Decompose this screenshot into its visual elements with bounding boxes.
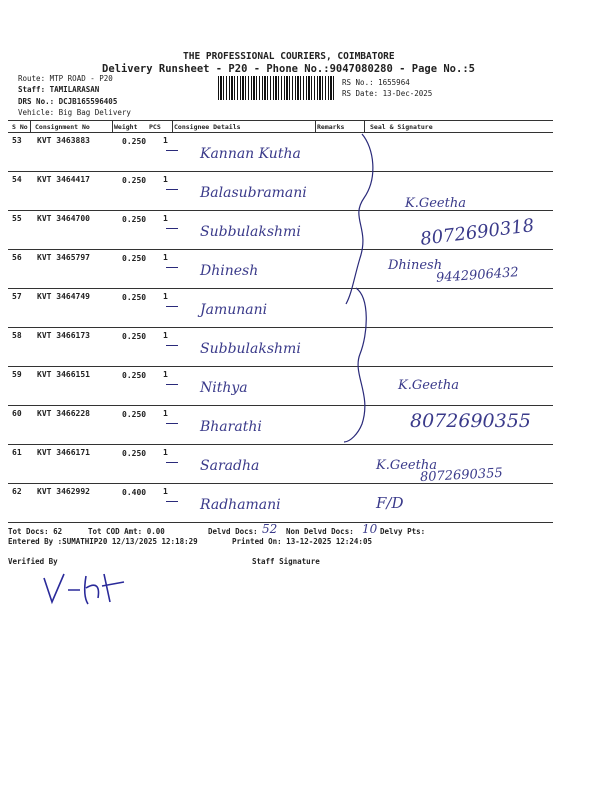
table-top-rule: [8, 120, 553, 121]
col-sep: [315, 120, 316, 132]
printed-on: Printed On: 13-12-2025 12:24:05: [232, 537, 372, 546]
consignee-dash: [166, 306, 178, 307]
row-sno: 62: [12, 487, 22, 496]
consignee-dash: [166, 384, 178, 385]
tot-cod: Tot COD Amt: 0.00: [88, 527, 165, 536]
consignee-dash: [166, 150, 178, 151]
sig1-phone: 8072690318: [419, 215, 536, 250]
consignee-dash: [166, 267, 178, 268]
row-sno: 59: [12, 370, 22, 379]
row-weight: 0.250: [122, 371, 147, 380]
sig3-name: K.Geetha: [398, 378, 459, 393]
col-pcs: PCS: [149, 123, 161, 131]
row-consignment: KVT 3463883: [37, 136, 90, 145]
row-consignee-signature: Nithya: [200, 380, 248, 396]
row-rule: [8, 210, 553, 211]
non-delvd-label: Non Delvd Docs:: [286, 527, 354, 536]
row-pcs: 1: [163, 136, 168, 145]
row-rule: [8, 288, 553, 289]
row-pcs: 1: [163, 292, 168, 301]
consignee-dash: [166, 462, 178, 463]
row-consignment: KVT 3464700: [37, 214, 90, 223]
col-seal: Seal & Signature: [370, 123, 433, 131]
route: Route: MTP ROAD - P20: [18, 74, 113, 83]
verified-by-label: Verified By: [8, 557, 58, 566]
row-rule: [8, 483, 553, 484]
row-rule: [8, 249, 553, 250]
row-consignment: KVT 3464749: [37, 292, 90, 301]
consignee-dash: [166, 501, 178, 502]
row-consignee-signature: Subbulakshmi: [200, 224, 301, 240]
consignee-dash: [166, 189, 178, 190]
col-remarks: Remarks: [317, 123, 345, 131]
consignee-dash: [166, 228, 178, 229]
consignee-dash: [166, 423, 178, 424]
vehicle: Vehicle: Big Bag Delivery: [18, 108, 131, 117]
brace-mark: [340, 128, 380, 308]
staff-signature-label: Staff Signature: [252, 557, 320, 566]
row-weight: 0.250: [122, 176, 147, 185]
row-sno: 53: [12, 136, 22, 145]
row-consignment: KVT 3462992: [37, 487, 90, 496]
row-pcs: 1: [163, 487, 168, 496]
delvy-pts: Delvy Pts:: [380, 527, 426, 536]
row-weight: 0.250: [122, 293, 147, 302]
sig5-mark: F/D: [376, 494, 404, 512]
drs-number: DRS No.: DCJB165596405: [18, 97, 118, 106]
barcode: [218, 76, 336, 100]
row-rule: [8, 171, 553, 172]
row-sno: 54: [12, 175, 22, 184]
table-header-rule: [8, 132, 553, 133]
col-sno: S No: [12, 123, 28, 131]
row-pcs: 1: [163, 214, 168, 223]
row-sno: 58: [12, 331, 22, 340]
sig1-name: K.Geetha: [405, 196, 466, 211]
row-sno: 57: [12, 292, 22, 301]
runsheet-subtitle: Delivery Runsheet - P20 - Phone No.:9047080280 - Page No.:5: [102, 63, 475, 75]
non-delvd-value: 10: [362, 522, 378, 536]
row-consignee-signature: Kannan Kutha: [200, 146, 301, 162]
row-sno: 61: [12, 448, 22, 457]
col-sep: [30, 120, 31, 132]
col-consignee: Consignee Details: [174, 123, 241, 131]
sig3-phone: 8072690355: [410, 410, 531, 432]
row-weight: 0.250: [122, 449, 147, 458]
row-pcs: 1: [163, 370, 168, 379]
row-consignment: KVT 3465797: [37, 253, 90, 262]
entered-by: Entered By :SUMATHIP20 12/13/2025 12:18:29: [8, 537, 198, 546]
delvd-docs-label: Delvd Docs:: [208, 527, 258, 536]
table-bottom-rule: [8, 522, 553, 523]
row-consignee-signature: Subbulakshmi: [200, 341, 301, 357]
row-weight: 0.250: [122, 254, 147, 263]
col-sep: [172, 120, 173, 132]
row-weight: 0.250: [122, 137, 147, 146]
row-consignee-signature: Saradha: [200, 458, 260, 474]
consignee-dash: [166, 345, 178, 346]
row-rule: [8, 327, 553, 328]
row-rule: [8, 444, 553, 445]
row-consignee-signature: Balasubramani: [200, 185, 307, 201]
row-consignee-signature: Radhamani: [200, 497, 281, 513]
row-pcs: 1: [163, 253, 168, 262]
sig2-name: Dhinesh: [388, 258, 443, 273]
row-weight: 0.400: [122, 488, 147, 497]
delvd-docs-value: 52: [262, 522, 278, 536]
company-title: THE PROFESSIONAL COURIERS, COIMBATORE: [183, 51, 395, 62]
row-consignee-signature: Dhinesh: [200, 263, 259, 279]
row-pcs: 1: [163, 175, 168, 184]
row-consignee-signature: Jamunani: [200, 302, 268, 318]
row-sno: 56: [12, 253, 22, 262]
sig2-phone: 9442906432: [435, 265, 520, 286]
row-weight: 0.250: [122, 410, 147, 419]
verifier-signature: [40, 568, 130, 610]
row-weight: 0.250: [122, 215, 147, 224]
row-rule: [8, 405, 553, 406]
tot-docs: Tot Docs: 62: [8, 527, 63, 536]
rs-date: RS Date: 13-Dec-2025: [342, 89, 433, 98]
row-pcs: 1: [163, 331, 168, 340]
row-consignment: KVT 3464417: [37, 175, 90, 184]
rs-number: RS No.: 1655964: [342, 78, 410, 87]
row-weight: 0.250: [122, 332, 147, 341]
row-sno: 55: [12, 214, 22, 223]
col-consignment: Consignment No: [35, 123, 90, 131]
col-weight: Weight: [114, 123, 138, 131]
col-sep: [112, 120, 113, 132]
brace-mark: [338, 284, 378, 444]
row-consignment: KVT 3466171: [37, 448, 90, 457]
sig4-name: K.Geetha: [376, 458, 437, 473]
staff: Staff: TAMILARASAN: [18, 85, 100, 94]
row-consignment: KVT 3466151: [37, 370, 90, 379]
row-consignment: KVT 3466173: [37, 331, 90, 340]
row-pcs: 1: [163, 448, 168, 457]
row-pcs: 1: [163, 409, 168, 418]
row-consignee-signature: Bharathi: [200, 419, 262, 435]
row-rule: [8, 366, 553, 367]
sig4-phone: 8072690355: [419, 465, 504, 486]
row-consignment: KVT 3466228: [37, 409, 90, 418]
row-sno: 60: [12, 409, 22, 418]
